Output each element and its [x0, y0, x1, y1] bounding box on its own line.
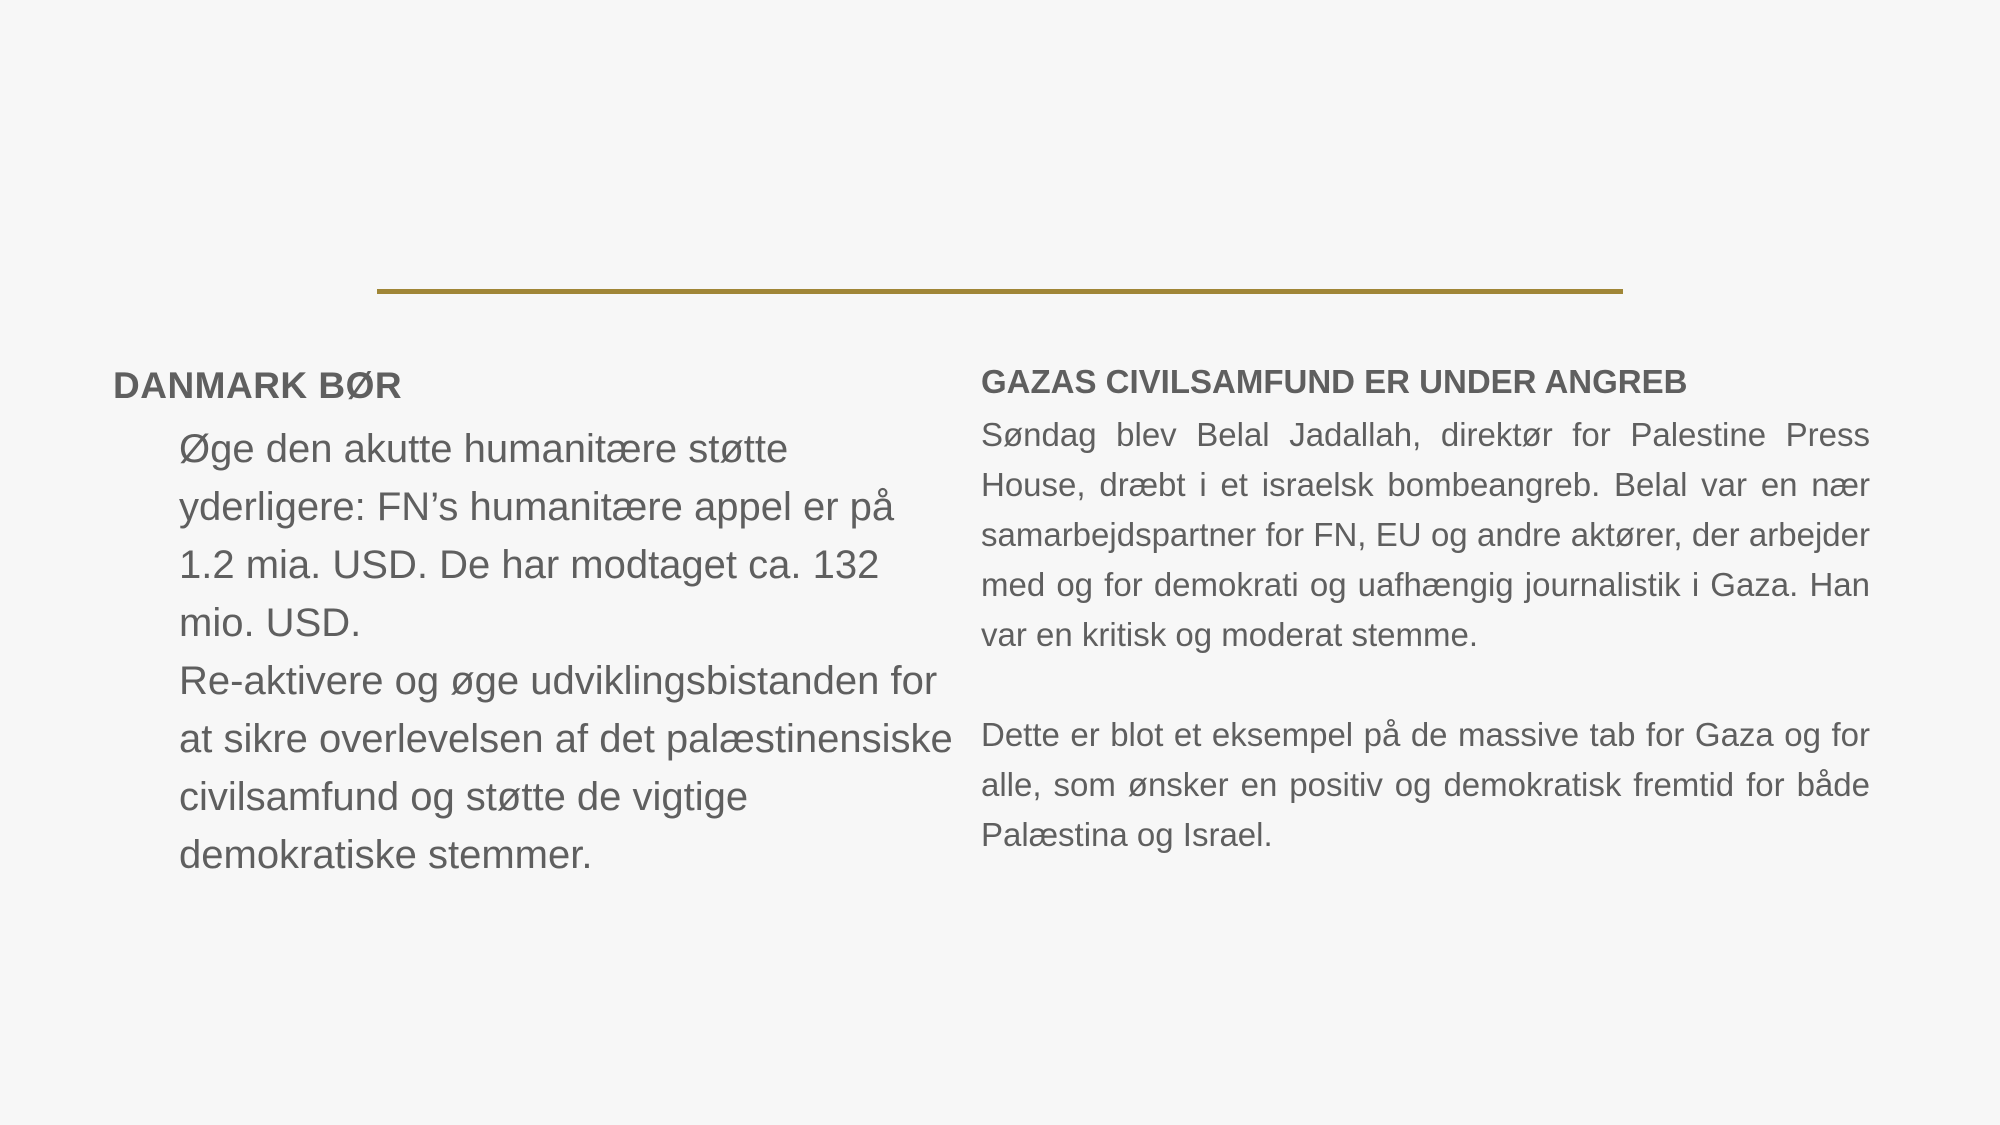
left-heading: DANMARK BØR — [113, 365, 403, 406]
right-paragraph-2: Dette er blot et eksempel på de massive tab for Gaza og for alle, som ønsker en positiv og demokratisk fremtid for både Palæstina og Israel. — [981, 716, 1870, 853]
left-column — [113, 362, 953, 884]
gold-divider-line — [377, 289, 1623, 294]
right-heading: GAZAS CIVILSAMFUND ER UNDER ANGREB — [981, 363, 1688, 400]
right-column — [981, 362, 1870, 860]
recommendation-item-1: Øge den akutte humanitære støtte yderligere: FN’s humanitære appel er på 1.2 mia. USD. De har modtaget ca. 132 mio. USD. — [179, 427, 895, 645]
right-paragraph-1: Søndag blev Belal Jadallah, direktør for Palestine Press House, dræbt i et israelsk bombeangreb. Belal var en nær samarbejdspartner for FN, EU og andre aktører, der arbejder med og for demokrati og uafhængig journalistik i Gaza. Han var en kritisk og moderat stemme. — [981, 416, 1870, 653]
recommendation-item-2: Re-aktivere og øge udviklingsbistanden for at sikre overlevelsen af det palæstinensiske civilsamfund og støtte de vigtige demokratiske stemmer. — [179, 659, 953, 877]
